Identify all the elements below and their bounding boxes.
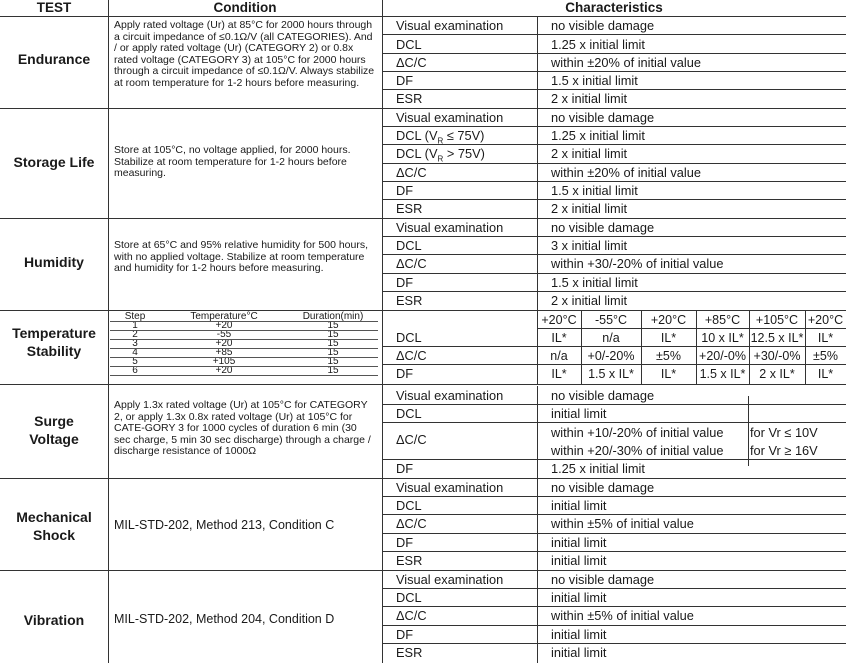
step-cell: +20 xyxy=(215,365,233,376)
test-name-line: Stability xyxy=(26,343,82,359)
step-cell: 6 xyxy=(132,365,138,376)
step-cell: 5 xyxy=(132,356,138,367)
condition-text: Store at 65°C and 95% relative humidity for 500 hours, with no applied voltage. Stabilize at room temperature and humidity for 1-2 hours before measuring. xyxy=(114,239,369,275)
char-name: Visual examination xyxy=(396,18,504,33)
char-name: DF xyxy=(396,366,414,381)
char-value: within ±20% of initial value xyxy=(551,55,702,70)
grid-cell: 10 x IL* xyxy=(701,331,744,345)
row-divider xyxy=(382,71,846,72)
temp-header: +20°C xyxy=(650,313,687,327)
grid-cell: ±5% xyxy=(656,349,681,363)
row-divider xyxy=(382,126,846,127)
char-name: DF xyxy=(396,627,414,642)
step-row xyxy=(110,366,378,375)
test-name-humidity: Humidity xyxy=(24,254,84,270)
char-value: initial limit xyxy=(551,553,607,568)
temp-header: +85°C xyxy=(704,313,741,327)
char-value: 1.5 x initial limit xyxy=(551,183,638,198)
char-name: ΔC/C xyxy=(396,348,427,363)
divider xyxy=(641,310,642,384)
char-value: initial limit xyxy=(551,498,607,513)
temp-header: -55°C xyxy=(594,313,628,327)
char-name: ΔC/C xyxy=(396,256,427,271)
char-name: Visual examination xyxy=(396,572,504,587)
divider xyxy=(696,310,697,384)
test-name-vibration: Vibration xyxy=(23,612,85,628)
divider xyxy=(0,218,846,219)
char-value: within +20/-30% of initial value xyxy=(551,443,724,458)
divider xyxy=(581,310,582,384)
char-name: Visual examination xyxy=(396,220,504,235)
row-divider xyxy=(382,625,846,626)
grid-cell: IL* xyxy=(551,331,567,345)
test-name-line: Surge xyxy=(34,413,74,429)
char-value: 1.5 x initial limit xyxy=(551,73,638,88)
grid-cell: +30/-0% xyxy=(753,349,801,363)
char-name: DCL xyxy=(396,330,422,345)
row-divider xyxy=(382,273,846,274)
char-value: no visible damage xyxy=(551,480,655,495)
char-name: DCL $(V_R \le 75V)$ xyxy=(396,128,485,146)
char-value: 1.5 x initial limit xyxy=(551,275,638,290)
step-cell: -55 xyxy=(216,329,232,340)
test-name-line: Voltage xyxy=(29,431,79,447)
char-name: DCL xyxy=(396,406,422,421)
char-name: ΔC/C xyxy=(396,608,427,623)
char-value: no visible damage xyxy=(551,110,655,125)
step-cell: +85 xyxy=(215,347,233,358)
divider xyxy=(382,0,383,663)
grid-cell: 1.5 x IL* xyxy=(588,367,634,381)
char-name: ΔC/C xyxy=(396,165,427,180)
divider xyxy=(749,310,750,384)
grid-cell: IL* xyxy=(817,367,834,381)
test-name-endurance: Endurance xyxy=(17,51,91,67)
condition-text: MIL-STD-202, Method 213, Condition C xyxy=(114,518,335,532)
char-name: ΔC/C xyxy=(396,432,427,447)
step-cell: 15 xyxy=(327,329,339,340)
step-cell: +20 xyxy=(215,320,233,331)
char-value: within ±5% of initial value xyxy=(551,608,694,623)
row-divider xyxy=(382,53,846,54)
temp-header: +20°C xyxy=(541,313,577,327)
char-value: 2 x initial limit xyxy=(551,201,628,216)
char-name: ESR xyxy=(396,91,423,106)
step-header: Duration(min) xyxy=(302,311,364,322)
row-divider xyxy=(382,144,846,145)
step-rule xyxy=(110,339,378,340)
char-name: DF xyxy=(396,73,414,88)
char-value: initial limit xyxy=(551,627,607,642)
char-value: 1.25 x initial limit xyxy=(551,128,645,143)
step-cell: 15 xyxy=(327,320,339,331)
step-header: Step xyxy=(124,311,146,322)
char-name: DCL xyxy=(396,590,422,605)
divider xyxy=(0,384,846,385)
char-value: no visible damage xyxy=(551,388,655,403)
grid-cell: IL* xyxy=(551,367,567,381)
step-rule xyxy=(110,330,378,331)
header-condition: Condition xyxy=(213,0,277,15)
temp-header: +105°C xyxy=(755,313,799,327)
step-rule xyxy=(110,375,378,376)
char-value: within ±20% of initial value xyxy=(551,165,702,180)
step-header: Temperature°C xyxy=(190,311,258,322)
step-cell: 4 xyxy=(132,347,138,358)
char-name: Visual examination xyxy=(396,388,504,403)
grid-cell: ±5% xyxy=(813,349,838,363)
row-divider xyxy=(382,588,846,589)
divider xyxy=(0,478,846,479)
grid-cell: n/a xyxy=(550,349,568,363)
char-name: Visual examination xyxy=(396,110,504,125)
char-value: within ±5% of initial value xyxy=(551,516,694,531)
row-divider xyxy=(382,459,846,460)
row-divider xyxy=(382,422,846,423)
row-divider xyxy=(382,496,846,497)
condition-text: Apply 1.3x rated voltage (Ur) at 105°C for CATEGORY 2, or apply 1.3x 0.8x rated voltage (Ur) at 105°C for CATE-GORY 3 for 1000 cycles of duration 6 min (30 sec charge, 5 min 30 sec discharge) through a charge / discharge resistance of 1000Ω xyxy=(114,399,371,458)
row-divider xyxy=(382,346,846,347)
row-divider xyxy=(382,163,846,164)
char-value: no visible damage xyxy=(551,18,655,33)
char-value: initial limit xyxy=(551,535,607,550)
condition-text: Apply rated voltage (Ur) at 85°C for 2000 hours through a circuit impedance of ≤0.1Ω/V (all CATEGORIES). And / or apply rated voltage (Ur) (CATEGORY 2) or 0.8x rated voltage (CATEGORY 3) at 105°C for 2000 hours through a circuit impedance of ≤0.1Ω/V. Always stabilize at room temperature for 1-2 hours before measuring. xyxy=(114,19,375,89)
char-name: DCL xyxy=(396,238,422,253)
condition-text: Store at 105°C, no voltage applied, for 2000 hours. Stabilize at room temperature for 1-2 hours before measuring. xyxy=(114,144,351,180)
test-name-surge-voltage xyxy=(0,412,108,448)
char-value: 3 x initial limit xyxy=(551,238,628,253)
grid-cell: IL* xyxy=(660,367,677,381)
char-value: 1.25 x initial limit xyxy=(551,461,645,476)
step-cell: +105 xyxy=(212,356,236,367)
row-divider xyxy=(382,254,846,255)
char-name: ESR xyxy=(396,645,423,660)
row-divider xyxy=(382,551,846,552)
row-divider xyxy=(382,89,846,90)
char-name: DF xyxy=(396,275,414,290)
row-divider xyxy=(382,514,846,515)
step-cell: 1 xyxy=(132,320,138,331)
row-divider xyxy=(537,328,846,329)
grid-cell: 1.5 x IL* xyxy=(699,367,746,381)
char-name: DF xyxy=(396,461,414,476)
test-name-line: Temperature xyxy=(12,325,96,341)
divider xyxy=(805,310,806,384)
grid-cell: +0/-20% xyxy=(587,349,635,363)
char-name: DCL xyxy=(396,37,422,52)
step-cell: 2 xyxy=(132,329,138,340)
test-name-line: Mechanical xyxy=(16,509,92,525)
char-name: ΔC/C xyxy=(396,55,427,70)
step-rule xyxy=(110,366,378,367)
row-divider xyxy=(382,199,846,200)
row-divider xyxy=(382,181,846,182)
char-name: ESR xyxy=(396,201,423,216)
grid-cell: 2 x IL* xyxy=(759,367,795,381)
char-value: no visible damage xyxy=(551,572,655,587)
step-cell: 15 xyxy=(327,338,339,349)
divider xyxy=(537,386,538,663)
divider xyxy=(0,570,846,571)
divider xyxy=(0,16,846,17)
row-divider xyxy=(382,236,846,237)
char-name: DCL xyxy=(396,498,422,513)
char-value: within +10/-20% of initial value xyxy=(551,425,724,440)
row-divider xyxy=(382,404,846,405)
char-value: for Vr ≤ 10V xyxy=(750,425,818,440)
char-value: for Vr ≥ 16V xyxy=(750,443,818,458)
char-value: no visible damage xyxy=(551,220,655,235)
header-characteristics: Characteristics xyxy=(565,0,663,15)
char-value: 2 x initial limit xyxy=(551,146,628,161)
char-name: ESR xyxy=(396,293,423,308)
row-divider xyxy=(382,643,846,644)
char-value: 1.25 x initial limit xyxy=(551,37,645,52)
divider xyxy=(537,310,538,384)
divider xyxy=(748,396,749,466)
row-divider xyxy=(382,606,846,607)
char-value: initial limit xyxy=(551,645,607,660)
step-rule xyxy=(110,357,378,358)
row-divider xyxy=(382,34,846,35)
step-table xyxy=(110,312,378,375)
grid-cell: IL* xyxy=(660,331,677,345)
char-name: DCL $(V_R > 75V)$ xyxy=(396,146,485,164)
row-divider xyxy=(382,364,846,365)
condition-text: MIL-STD-202, Method 204, Condition D xyxy=(114,612,335,626)
step-cell: 15 xyxy=(327,356,339,367)
char-name: Visual examination xyxy=(396,480,504,495)
step-rule xyxy=(110,348,378,349)
grid-cell: IL* xyxy=(817,331,834,345)
char-name: DF xyxy=(396,535,414,550)
step-cell: 15 xyxy=(327,365,339,376)
char-value: 2 x initial limit xyxy=(551,293,628,308)
row-divider xyxy=(382,291,846,292)
temp-header: +20°C xyxy=(807,313,844,327)
step-cell: 3 xyxy=(132,338,138,349)
grid-cell: +20/-0% xyxy=(699,349,746,363)
grid-cell: n/a xyxy=(602,331,620,345)
char-name: ΔC/C xyxy=(396,516,427,531)
row-divider xyxy=(382,533,846,534)
step-cell: +20 xyxy=(215,338,233,349)
char-value: initial limit xyxy=(551,406,607,421)
test-name-mechanical-shock xyxy=(0,508,108,544)
char-value: 2 x initial limit xyxy=(551,91,628,106)
step-cell: 15 xyxy=(327,347,339,358)
test-name-storage-life: Storage Life xyxy=(13,154,95,170)
char-value: initial limit xyxy=(551,590,607,605)
char-name: ESR xyxy=(396,553,423,568)
char-value: within +30/-20% of initial value xyxy=(551,256,724,271)
divider xyxy=(108,0,109,663)
char-name: DF xyxy=(396,183,414,198)
grid-cell: 12.5 x IL* xyxy=(750,331,804,345)
test-name-temperature-stability xyxy=(0,324,108,360)
divider xyxy=(0,108,846,109)
step-rule xyxy=(110,321,378,322)
test-name-line: Shock xyxy=(32,527,75,543)
header-test: TEST xyxy=(36,0,72,15)
